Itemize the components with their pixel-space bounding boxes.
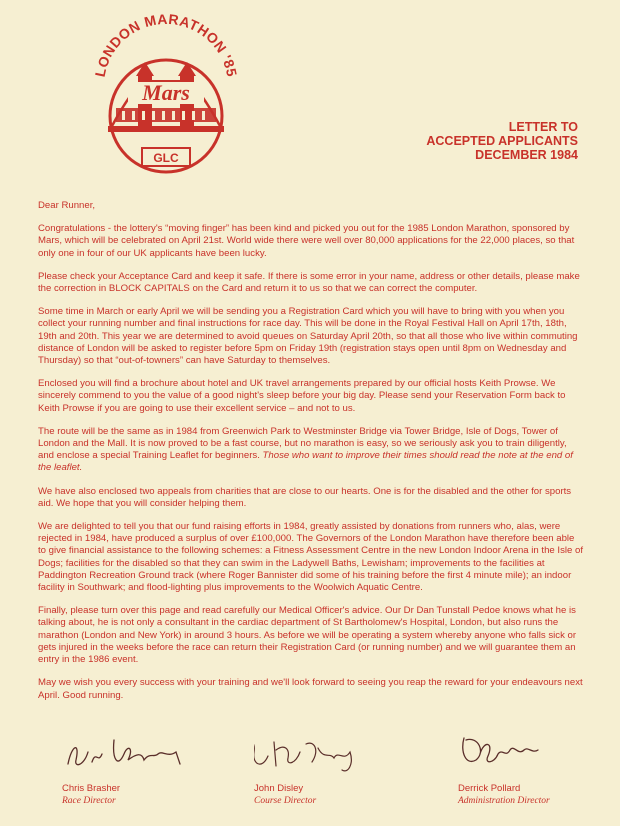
- signatory-3-name: Derrick Pollard: [458, 783, 521, 794]
- signatory-1-role: Race Director: [62, 796, 116, 806]
- svg-text:LONDON MARATHON '85: [92, 11, 241, 78]
- logo-brand-text: Mars: [142, 80, 190, 105]
- paragraph-4: Enclosed you will find a brochure about hotel and UK travel arrangements prepared by our official hosts Keith Prowse. We sincerely commend to you the value of a good night's sleep before your big day. Please send your Reservation Form back to Keith Prowse if you are going to use their excellent service – and not to us.: [38, 378, 566, 414]
- paragraph-9: May we wish you every success with your training and we'll look forward to seeing you reap the reward for your endeavours next April. Good running.: [38, 677, 583, 701]
- heading-line-2: ACCEPTED APPLICANTS: [426, 134, 578, 148]
- signature-2-scrawl: [254, 730, 384, 778]
- paragraph-2: Please check your Acceptance Card and keep it safe. If there is some error in your name, address or other details, please make the correction in BLOCK CAPITALS on the Card and return it to us so that we can correct the computer.: [38, 270, 580, 295]
- logo-badge-text: GLC: [153, 151, 179, 165]
- paragraph-5: [38, 426, 584, 475]
- london-marathon-logo: [86, 8, 246, 178]
- logo-arc-text: LONDON MARATHON '85: [91, 10, 241, 79]
- signatory-2-name: John Disley: [254, 783, 304, 794]
- signature-1-scrawl: [62, 730, 192, 778]
- letter-body: [38, 200, 584, 713]
- paragraph-8: Finally, please turn over this page and read carefully our Medical Officer's advice. Our Dr Dan Tunstall Pedoe knows what he is talking about, he is not only a consultant in the cardiac department of St Bartholomew's Hospital, London, but also runs the marathon (London and New York) in around 3 hours. As before we will be operating a system whereby anyone who falls sick or gets injured in the weeks before the race can return their Registration Card (or running number) and we will guarantee them an entry in the 1986 event.: [38, 605, 577, 666]
- signatory-1-name: Chris Brasher: [62, 783, 121, 794]
- signature-block-3: [458, 730, 620, 807]
- paragraph-5-text: The route will be the same as in 1984 from Greenwich Park to Westminster Bridge via Tower Bridge, Isle of Dogs, Tower of London and the Mall. It is now proved to be a fast course, but no marathon is easy, so we seriously ask you to train diligently, and enclose a special Training Leaflet for beginners.: [38, 425, 567, 462]
- signatures: [0, 730, 620, 826]
- signatory-2-role: Course Director: [254, 796, 317, 806]
- paragraph-7: We are delighted to tell you that our fund raising efforts in 1984, greatly assisted by donations from runners who, alas, were rejected in 1984, have produced a surplus of over £100,000. The Governors of the London Marathon have therefore been able to give financial assistance to the following schemes: a Fitness Assessment Centre in the new London Indoor Arena in the Isle of Dogs; facilities for the disabled so that they can swim in the Ladywell Baths, Lewisham; improvements to the facilities at Paddington Recreation Ground track (where Roger Bannister did some of his training before the first 4 minute mile); an indoor facility in Southwark; and flood-lighting plus improvements to the Woolwich Aquatic Centre.: [38, 521, 584, 594]
- paragraph-3: Some time in March or early April we will be sending you a Registration Card which you will have to bring with you when you collect your running number and final instructions for race day. This will be done in the Royal Festival Hall on April 17th, 18th, 19th and 20th. This year we are determined to avoid queues on Saturday April 20th, so that all those who live within commuting distance of London will be asked to register before 5pm on Friday 19th (registration stays open until 8pm on Wednesday and Thursday) so that “out-of-towners” can have Saturday to themselves.: [38, 306, 578, 367]
- signature-block-1: [62, 730, 242, 807]
- paragraph-5-italic: Those who want to improve their times should read the note at the end of the leaflet.: [38, 450, 573, 474]
- signature-3-scrawl: [458, 730, 588, 778]
- signatory-3-role: Administration Director: [458, 796, 550, 806]
- signature-block-2: [254, 730, 434, 807]
- letter-heading: [358, 120, 578, 162]
- salutation: Dear Runner,: [38, 200, 96, 211]
- heading-line-1: LETTER TO: [508, 120, 578, 134]
- paragraph-1: Congratulations - the lottery's “moving finger” has been kind and picked you out for the 1985 London Marathon, sponsored by Mars, which will be celebrated on April 21st. World wide there were well over 80,000 applications for the 22,000 places, so that only one in four of our UK applicants have been lucky.: [38, 223, 575, 259]
- paragraph-6: We have also enclosed two appeals from charities that are close to our hearts. One is for the disabled and the other for sports aid. We hope that you will consider helping them.: [38, 485, 572, 509]
- heading-line-3: DECEMBER 1984: [475, 148, 578, 162]
